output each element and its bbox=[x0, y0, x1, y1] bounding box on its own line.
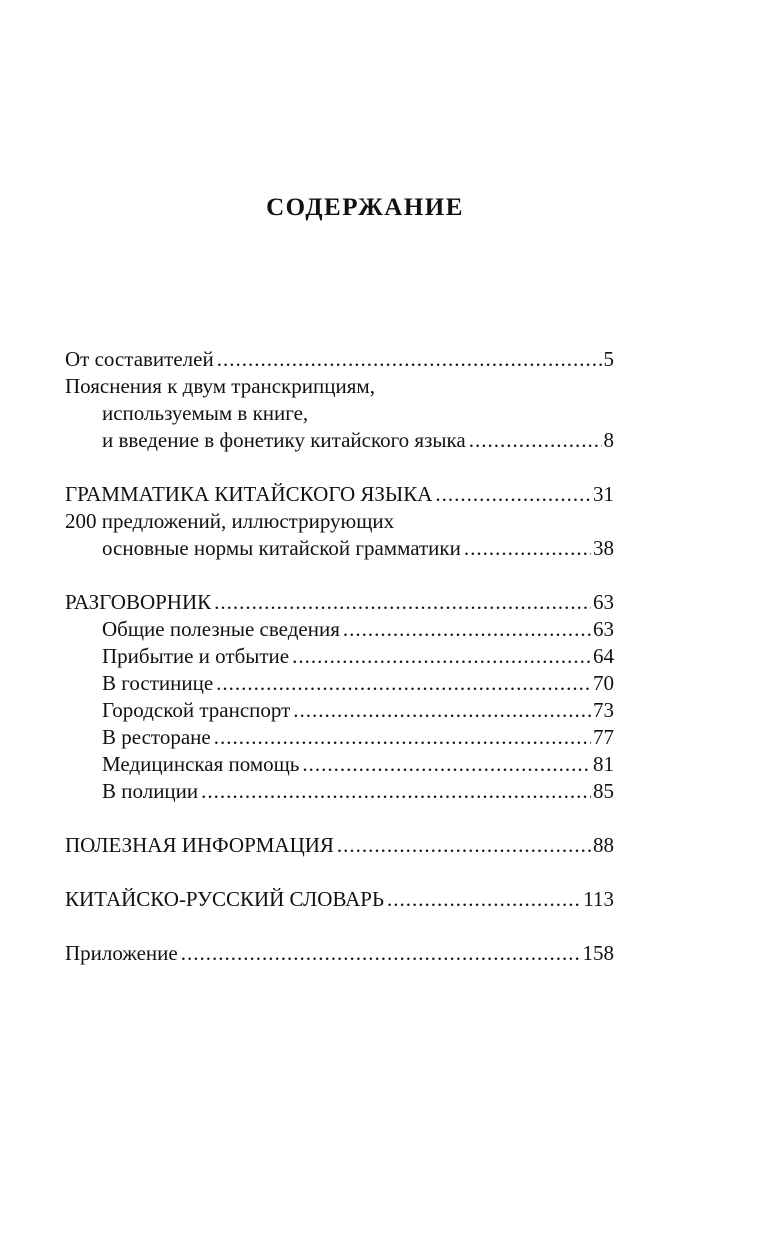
toc-entry-title: В полиции bbox=[102, 779, 199, 803]
toc-entry-grammar bbox=[65, 481, 614, 508]
toc-entry-from-compilers bbox=[65, 346, 614, 373]
toc-entry-title: Городской транспорт bbox=[102, 698, 291, 722]
toc-page-number: 85 bbox=[593, 779, 614, 803]
dot-leader bbox=[435, 481, 591, 508]
toc-entry-title: основные нормы китайской грамматики bbox=[102, 536, 461, 560]
dot-leader bbox=[216, 670, 591, 697]
toc-entry-title: РАЗГОВОРНИК bbox=[65, 590, 212, 614]
dot-leader bbox=[214, 724, 591, 751]
toc-entry-transcriptions-line2 bbox=[65, 400, 614, 427]
toc-entry-phrasebook bbox=[65, 589, 614, 616]
toc-entry-appendix bbox=[65, 940, 614, 967]
toc-entry-police bbox=[65, 778, 614, 805]
toc-entry-city-transport bbox=[65, 697, 614, 724]
toc-entry-hotel bbox=[65, 670, 614, 697]
toc-page-number: 38 bbox=[593, 536, 614, 560]
toc-entry-useful-info bbox=[65, 832, 614, 859]
toc-entry-title: 200 предложений, иллюстрирующих bbox=[65, 509, 395, 533]
toc-entry-title: Пояснения к двум транскрипциям, bbox=[65, 374, 375, 398]
toc-entry-title: Приложение bbox=[65, 941, 178, 965]
dot-leader bbox=[337, 832, 591, 859]
table-of-contents bbox=[65, 346, 614, 967]
toc-page-number: 158 bbox=[582, 941, 614, 965]
dot-leader bbox=[464, 535, 591, 562]
dot-leader bbox=[469, 427, 602, 454]
dot-leader bbox=[201, 778, 591, 805]
dot-leader bbox=[293, 697, 591, 724]
toc-page-number: 81 bbox=[593, 752, 614, 776]
toc-entry-restaurant bbox=[65, 724, 614, 751]
toc-page-number: 63 bbox=[593, 617, 614, 641]
toc-entry-title: Медицинская помощь bbox=[102, 752, 300, 776]
toc-entry-transcriptions-line3 bbox=[65, 427, 614, 454]
toc-entry-title: В ресторане bbox=[102, 725, 211, 749]
dot-leader bbox=[302, 751, 591, 778]
toc-page-number: 63 bbox=[593, 590, 614, 614]
toc-entry-title: КИТАЙСКО-РУССКИЙ СЛОВАРЬ bbox=[65, 887, 385, 911]
toc-page-number: 73 bbox=[593, 698, 614, 722]
toc-entry-title: используемым в книге, bbox=[102, 401, 309, 425]
toc-page-number: 31 bbox=[593, 482, 614, 506]
dot-leader bbox=[343, 616, 591, 643]
toc-entry-general-info bbox=[65, 616, 614, 643]
toc-entry-medical-help bbox=[65, 751, 614, 778]
toc-page-number: 8 bbox=[603, 428, 614, 452]
toc-entry-200-sentences-line2 bbox=[65, 535, 614, 562]
dot-leader bbox=[387, 886, 581, 913]
toc-entry-transcriptions-line1 bbox=[65, 373, 614, 400]
toc-entry-arrival-departure bbox=[65, 643, 614, 670]
dot-leader bbox=[214, 589, 591, 616]
toc-entry-title: ПОЛЕЗНАЯ ИНФОРМАЦИЯ bbox=[65, 833, 334, 857]
page-title: СОДЕРЖАНИЕ bbox=[266, 194, 464, 221]
toc-entry-title: и введение в фонетику китайского языка bbox=[102, 428, 466, 452]
dot-leader bbox=[292, 643, 591, 670]
toc-entry-title: От составителей bbox=[65, 347, 214, 371]
toc-page-number: 5 bbox=[603, 347, 614, 371]
toc-entry-200-sentences-line1 bbox=[65, 508, 614, 535]
toc-page-number: 77 bbox=[593, 725, 614, 749]
toc-entry-title: ГРАММАТИКА КИТАЙСКОГО ЯЗЫКА bbox=[65, 482, 433, 506]
toc-page-number: 113 bbox=[583, 887, 614, 911]
dot-leader bbox=[181, 940, 581, 967]
toc-entry-title: В гостинице bbox=[102, 671, 214, 695]
toc-entry-title: Общие полезные сведения bbox=[102, 617, 340, 641]
toc-entry-title: Прибытие и отбытие bbox=[102, 644, 290, 668]
toc-page-number: 88 bbox=[593, 833, 614, 857]
toc-page-number: 64 bbox=[593, 644, 614, 668]
toc-page-number: 70 bbox=[593, 671, 614, 695]
toc-entry-dictionary bbox=[65, 886, 614, 913]
dot-leader bbox=[217, 346, 602, 373]
